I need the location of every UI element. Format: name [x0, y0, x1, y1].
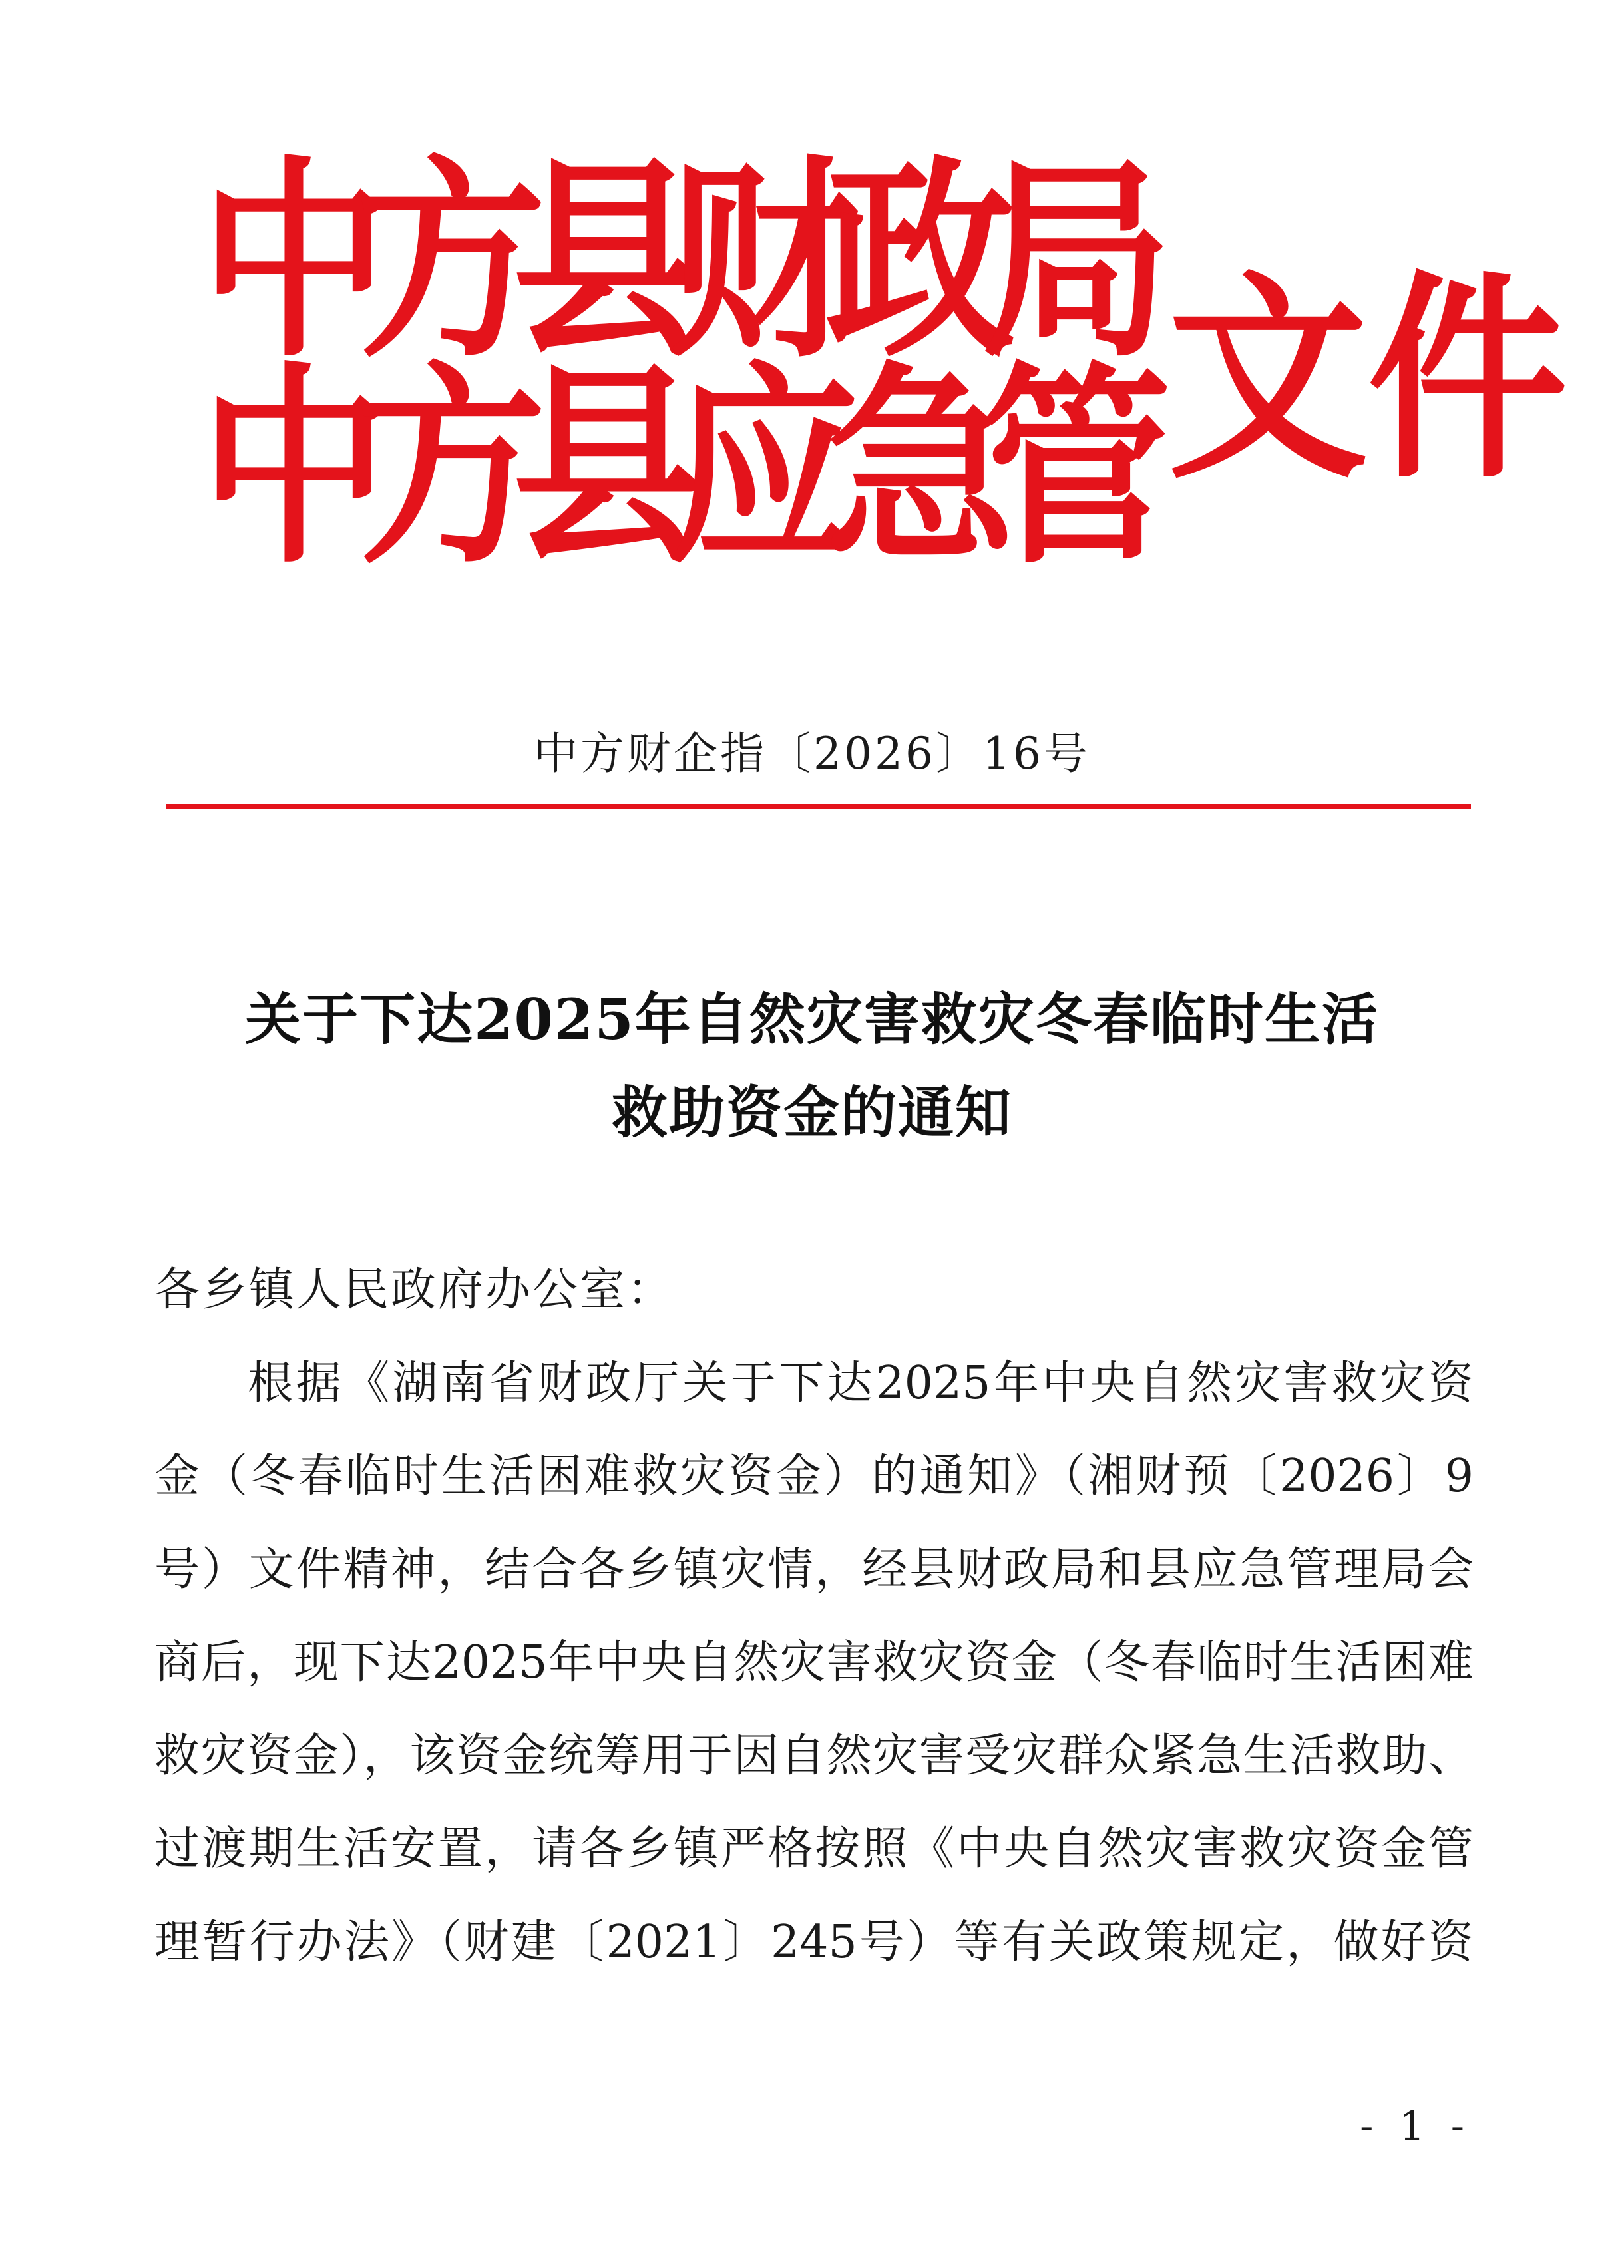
body-text-line: 号）文件精神，结合各乡镇灾情，经县财政局和县应急管理局会: [154, 1543, 1474, 1596]
issuer-char: 县: [512, 136, 702, 387]
issuer-finance-bureau: [200, 136, 1171, 387]
issuer-char: 县: [512, 342, 702, 593]
body-text-line: 商后，现下达2025年中央自然灾害救灾资金（冬春临时生活困难: [154, 1636, 1474, 1689]
issuer-char: 应: [669, 342, 859, 593]
issuer-char: 政: [825, 136, 1015, 387]
document-number: 中方财企指〔2026〕16号: [534, 728, 1090, 779]
document-title-line-1: 关于下达2025年自然灾害救灾冬春临时生活: [245, 986, 1379, 1052]
issuer-char: 急: [825, 342, 1015, 593]
body-text-line: 根据《湖南省财政厅关于下达2025年中央自然灾害救灾资: [248, 1357, 1474, 1410]
body-text-line: 金（冬春临时生活困难救灾资金）的通知》（湘财预〔2026〕9: [154, 1450, 1474, 1503]
body-text-line: 救灾资金），该资金统筹用于因自然灾害受灾群众紧急生活救助、: [154, 1730, 1474, 1782]
issuer-char: 方: [356, 136, 546, 387]
body-text-line: 过渡期生活安置，请各乡镇严格按照《中央自然灾害救灾资金管: [154, 1823, 1474, 1875]
issuer-char: 中: [200, 342, 389, 593]
body-text-line: 理暂行办法》（财建〔2021〕245号）等有关政策规定，做好资: [154, 1916, 1474, 1969]
salutation: 各乡镇人民政府办公室：: [154, 1264, 675, 1316]
issuer-char: 中: [200, 136, 389, 387]
document-title-line-2: 救助资金的通知: [611, 1079, 1012, 1145]
suffix-char: 件: [1368, 250, 1567, 508]
issuer-char: 财: [669, 136, 859, 387]
red-divider-line: [166, 804, 1471, 809]
issuer-char: 方: [356, 342, 546, 593]
suffix-char: 文: [1168, 250, 1368, 508]
issuer-emergency-bureau: [200, 342, 1171, 593]
issuer-char: 管: [982, 342, 1171, 593]
header-suffix-document: [1168, 250, 1567, 508]
issuer-char: 局: [982, 136, 1171, 387]
page-number: - 1 -: [1360, 2103, 1471, 2150]
